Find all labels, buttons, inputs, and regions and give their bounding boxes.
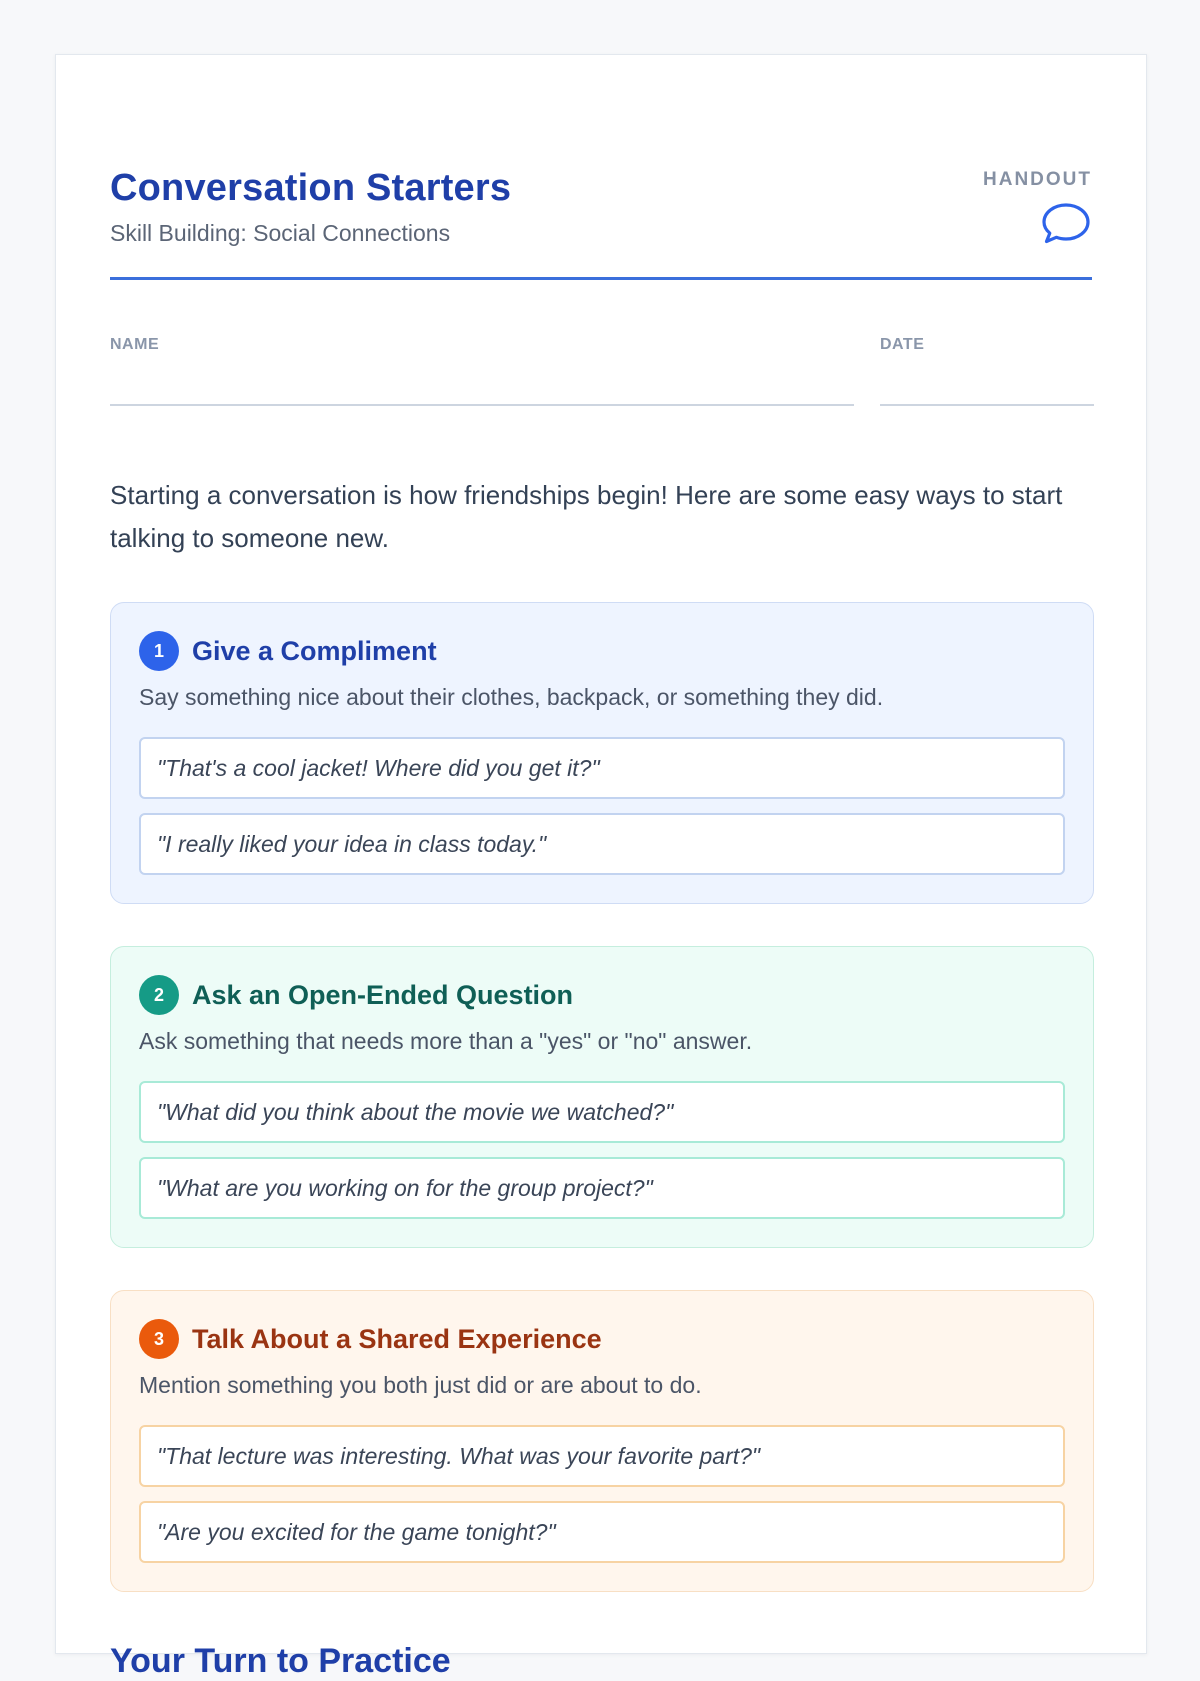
chat-bubble-icon — [1040, 197, 1092, 249]
step-number-badge: 1 — [139, 631, 179, 671]
handout-header — [110, 109, 1092, 280]
date-field[interactable] — [880, 404, 1094, 406]
card-description: Ask something that needs more than a "yes" or "no" answer. — [139, 1028, 753, 1054]
example-phrase: "Are you excited for the game tonight?" — [139, 1501, 1065, 1563]
strategy-card-shared-experience — [110, 1290, 1094, 1592]
card-header — [139, 1319, 1065, 1359]
name-field[interactable] — [110, 404, 854, 406]
example-phrase: "That's a cool jacket! Where did you get it?" — [139, 737, 1065, 799]
name-label: NAME — [110, 336, 160, 353]
intro-text: Starting a conversation is how friendships begin! Here are some easy ways to start talking to someone new. — [110, 480, 1063, 553]
step-number-badge: 2 — [139, 975, 179, 1015]
strategy-card-compliment — [110, 602, 1094, 904]
example-phrase: "That lecture was interesting. What was your favorite part?" — [139, 1425, 1065, 1487]
card-title: Talk About a Shared Experience — [192, 1323, 602, 1354]
date-label: DATE — [880, 336, 925, 353]
strategy-card-open-question — [110, 946, 1094, 1248]
page-subtitle: Skill Building: Social Connections — [110, 220, 451, 246]
card-header — [139, 975, 1065, 1015]
card-description: Mention something you both just did or are about to do. — [139, 1372, 702, 1398]
card-title: Ask an Open-Ended Question — [192, 979, 574, 1010]
example-phrase: "I really liked your idea in class today." — [139, 813, 1065, 875]
example-phrase: "What are you working on for the group project?" — [139, 1157, 1065, 1219]
card-description: Say something nice about their clothes, backpack, or something they did. — [139, 684, 884, 710]
card-header — [139, 631, 1065, 671]
step-number-badge: 3 — [139, 1319, 179, 1359]
student-info-fields — [110, 280, 1092, 420]
card-title: Give a Compliment — [192, 635, 437, 666]
practice-section-title: Your Turn to Practice — [110, 1642, 451, 1680]
example-phrase: "What did you think about the movie we watched?" — [139, 1081, 1065, 1143]
page-title: Conversation Starters — [110, 167, 512, 209]
handout-tag: HANDOUT — [983, 169, 1092, 190]
handout-sheet — [55, 54, 1147, 1680]
